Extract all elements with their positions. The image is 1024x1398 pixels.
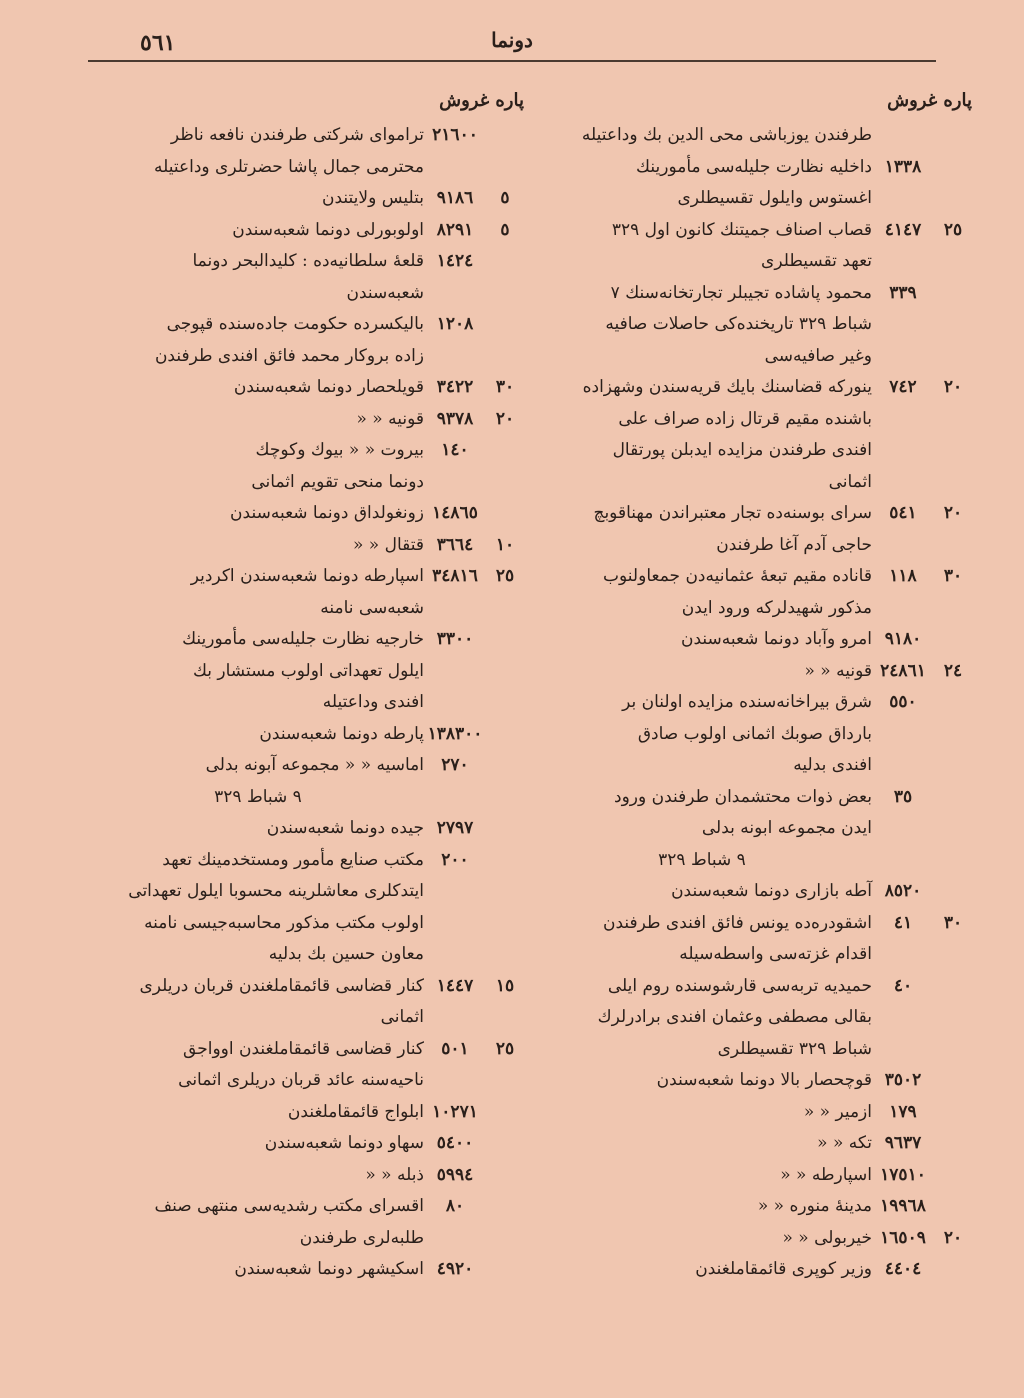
amount-kurus: ١٧٩	[889, 1101, 917, 1122]
ledger-entry	[532, 215, 972, 278]
amount-kurus: ١٣٣٨	[884, 156, 922, 177]
amount-kurus: ٣٥٠٢	[884, 1070, 922, 1090]
ledger-entry	[92, 561, 524, 624]
entry-description	[92, 215, 424, 247]
ledger-entry	[532, 876, 972, 908]
column-head: پاره غروش	[439, 90, 524, 111]
amount-para: ٢٠	[943, 1227, 963, 1248]
amount-para	[934, 152, 972, 215]
entry-line: شرق بيراخانه‌سنده مزايده اولنان بر	[622, 692, 872, 712]
entry-line: شعبه‌سندن	[346, 282, 424, 303]
entry-line: امرو وآباد دونما شعبه‌سندن	[680, 629, 872, 649]
entry-description	[92, 183, 424, 215]
amount-kurus: ٥٠١	[441, 1038, 469, 1059]
amount-kurus: ٩١٨٠	[884, 629, 922, 649]
entry-line: اقسراى مكتب رشديه‌سى منتهى صنف	[154, 1196, 424, 1216]
entry-line: ابلواج قائمقاملغندن	[287, 1101, 424, 1122]
amount-para: ٢٥	[943, 219, 963, 240]
entry-description	[92, 530, 424, 562]
entry-line: افندى وداعتيله	[322, 692, 424, 712]
amount-para: ٥	[500, 219, 510, 240]
amount-kurus: ٣٣٩	[889, 282, 917, 303]
amount-para	[486, 1254, 524, 1286]
amount-kurus: ٤١٤٧	[884, 219, 922, 240]
entry-line: اشقودره‌ده يونس فائق افندى طرفندن	[602, 912, 872, 933]
entry-line: اولوبورلى دونما شعبه‌سندن	[232, 219, 424, 240]
entry-description	[532, 1191, 872, 1223]
left-column	[92, 88, 524, 1286]
entry-line: حاجى آدم آغا طرفندن	[716, 534, 872, 555]
entry-line: بعض ذوات محتشمدان طرفندن ورود	[614, 786, 872, 807]
entry-description	[92, 1034, 424, 1097]
amount-kurus: ٣٣٠٠	[436, 629, 474, 649]
amount-kurus: ٢٧٠	[441, 755, 469, 775]
entry-line: ينوركه قضاسنك بايك قريه‌سندن وشهزاده	[582, 377, 872, 397]
amount-para	[486, 750, 524, 782]
entry-line: اثمانى	[380, 1007, 424, 1027]
amount-para	[934, 1097, 972, 1129]
amount-kurus: ٨٥٢٠	[884, 881, 922, 901]
amount-para	[486, 845, 524, 971]
entry-description	[92, 845, 424, 971]
entry-description	[532, 782, 872, 845]
ledger-entry	[532, 1254, 972, 1286]
entry-description	[92, 309, 424, 372]
ledger-entry	[92, 309, 524, 372]
entry-line: اغستوس وايلول تقسيطلرى	[677, 188, 872, 208]
amount-kurus: ٢١٦٠٠	[432, 125, 478, 145]
amount-kurus: ١٣٨٣٠٠	[427, 723, 483, 744]
ledger-entry	[92, 719, 524, 751]
entry-line: اولوب مكتب مذكور محاسبه‌جيسى نامنه	[144, 912, 424, 933]
entry-line: معاون حسين بك بدليه	[268, 944, 424, 964]
entry-line: آطه بازارى دونما شعبه‌سندن	[671, 881, 872, 901]
entry-line: اثمانى	[828, 471, 872, 492]
entry-line: شعبه‌سى نامنه	[320, 597, 424, 618]
amount-kurus: ١٤٢٤	[436, 251, 474, 271]
entry-line: قويلحصار دونما شعبه‌سندن	[233, 377, 424, 397]
entry-line: خيربولى « «	[782, 1227, 872, 1248]
ledger-entry	[92, 498, 524, 530]
ledger-entry	[532, 845, 972, 877]
ledger-entry	[92, 1254, 524, 1286]
amount-para	[934, 624, 972, 656]
amount-para	[486, 1097, 524, 1129]
amount-kurus: ٨٢٩١	[436, 219, 474, 240]
amount-para	[934, 1128, 972, 1160]
entry-line: قلعهٔ سلطانيه‌ده : كليدالبحر دونما	[192, 251, 424, 271]
amount-kurus: ٣٥	[893, 786, 913, 807]
entry-line: دونما منحى تقويم اثمانى	[251, 471, 424, 492]
amount-para	[486, 435, 524, 498]
ledger-entry	[532, 561, 972, 624]
amount-para: ٢٠	[495, 408, 515, 429]
entry-line: بارداق صوبك اثمانى اولوب صادق	[637, 723, 872, 744]
amount-kurus: ٣٤٢٢	[436, 377, 474, 397]
entry-line: محترمى جمال پاشا حضرتلرى وداعتيله	[153, 156, 424, 177]
amount-para	[486, 624, 524, 719]
ledger-entry	[92, 372, 524, 404]
entry-line: قصاب اصناف جميتنك كانون اول ٣٢٩	[611, 219, 872, 240]
entry-description	[532, 152, 872, 215]
amount-kurus	[424, 782, 486, 814]
entry-line: ترامواى شركتى طرفندن نافعه ناظر	[170, 125, 424, 145]
amount-para	[486, 719, 524, 751]
ledger-entry	[92, 1034, 524, 1097]
entry-line: طرفندن يوزباشى محى الدين بك وداعتيله	[581, 125, 872, 145]
entry-line: كنار قضاسى قائمقاملغندن قربان دريلرى	[139, 975, 424, 996]
amount-kurus: ١١٨	[889, 566, 917, 586]
amount-para	[934, 1065, 972, 1097]
ledger-entry	[532, 656, 972, 688]
ledger-entry	[532, 120, 972, 152]
amount-kurus: ٧٤٢	[889, 377, 917, 397]
ledger-entry	[92, 120, 524, 183]
ledger-entry	[92, 750, 524, 782]
entry-description	[532, 1254, 872, 1286]
amount-kurus: ١٠٢٧١	[432, 1101, 478, 1122]
entry-line: جيده دونما شعبه‌سندن	[266, 818, 424, 838]
entry-description	[532, 656, 872, 688]
ledger-entry	[92, 215, 524, 247]
entry-description	[92, 246, 424, 309]
entry-line: مدينهٔ منوره « «	[757, 1196, 872, 1216]
amount-kurus: ٢٠٠	[441, 849, 469, 870]
amount-para	[934, 876, 972, 908]
entry-line: مكتب صنايع مأمور ومستخدمينك تعهد	[162, 849, 424, 870]
entry-description	[532, 1128, 872, 1160]
amount-kurus: ٨٠	[445, 1196, 465, 1216]
amount-kurus: ٥٩٩٤	[436, 1164, 474, 1185]
amount-para	[934, 687, 972, 782]
entry-line: وغير صافيه‌سى	[764, 345, 872, 366]
amount-para: ٣٠	[943, 912, 963, 933]
entry-line: كنار قضاسى قائمقاملغندن اوواجق	[183, 1038, 424, 1059]
amount-para	[486, 498, 524, 530]
ledger-entry	[532, 152, 972, 215]
amount-kurus	[872, 120, 934, 152]
entry-line: داخليه نظارت جليله‌سى مأمورينك	[636, 156, 872, 177]
page-number: ٥٦١	[140, 30, 176, 56]
amount-para: ١٠	[495, 534, 515, 555]
amount-kurus: ١٢٠٨	[436, 314, 474, 334]
amount-kurus: ١٤٤٧	[436, 975, 474, 996]
entry-description	[532, 624, 872, 656]
header-rule	[88, 60, 936, 62]
amount-kurus: ١٤٠	[441, 440, 469, 460]
left-entries	[92, 120, 524, 1286]
entry-line: قاناده مقيم تبعهٔ عثمانيه‌دن جمعاولنوب	[603, 566, 872, 586]
ledger-entry	[92, 435, 524, 498]
amount-para: ٢٥	[495, 566, 515, 586]
entry-description	[532, 1223, 872, 1255]
ledger-entry	[92, 782, 524, 814]
amount-kurus: ٤٠	[893, 975, 913, 996]
ledger-entry	[532, 372, 972, 498]
entry-line: باليكسرده حكومت جاده‌سنده قپوجى	[166, 314, 424, 334]
running-title: دونما	[491, 28, 533, 52]
entry-description	[92, 971, 424, 1034]
entry-line: اسپارطه « «	[780, 1164, 872, 1185]
entry-description	[532, 876, 872, 908]
ledger-entry	[92, 404, 524, 436]
amount-kurus: ١٩٩٦٨	[880, 1196, 926, 1216]
entry-line: بيروت « « بيوك وكوچك	[255, 440, 424, 460]
ledger-entry	[532, 1128, 972, 1160]
entry-line: زاده بروكار محمد فائق افندى طرفندن	[154, 345, 424, 366]
entry-description	[92, 719, 424, 751]
amount-kurus: ٥٥٠	[889, 692, 917, 712]
entry-line: پارطه دونما شعبه‌سندن	[259, 723, 424, 744]
amount-para	[934, 1191, 972, 1223]
amount-kurus: ٤٤٠٤	[884, 1259, 922, 1279]
amount-kurus: ٤٩٢٠	[436, 1259, 474, 1279]
ledger-entry	[532, 278, 972, 373]
entry-description	[92, 372, 424, 404]
entry-description	[532, 908, 872, 971]
entry-description	[532, 215, 872, 278]
entry-description	[92, 1128, 424, 1160]
amount-para	[486, 1191, 524, 1254]
entry-description	[92, 1191, 424, 1254]
ledger-entry	[92, 1160, 524, 1192]
entry-line: تكه « «	[817, 1133, 872, 1153]
entry-line: خارجيه نظارت جليله‌سى مأمورينك	[182, 629, 424, 649]
amount-kurus: ٩٦٣٧	[884, 1133, 922, 1153]
amount-kurus: ٤١	[893, 912, 913, 933]
entry-line: ٩ شباط ٣٢٩	[658, 849, 746, 870]
ledger-entry	[532, 1065, 972, 1097]
amount-kurus: ٢٤٨٦١	[880, 660, 926, 681]
ledger-entry	[532, 1191, 972, 1223]
entry-description	[92, 435, 424, 498]
entry-description	[92, 782, 424, 814]
amount-kurus: ٩١٨٦	[436, 188, 474, 208]
entry-description	[532, 561, 872, 624]
amount-para	[934, 120, 972, 152]
ledger-entry	[532, 782, 972, 845]
entry-description	[532, 1097, 872, 1129]
amount-para	[934, 278, 972, 373]
entry-line: بقالى مصطفى وعثمان افندى برادرلرك	[597, 1007, 872, 1027]
page-header	[80, 28, 944, 62]
entry-description	[92, 813, 424, 845]
column-head: پاره غروش	[887, 90, 972, 111]
entry-description	[532, 1160, 872, 1192]
entry-line: باشنده مقيم قرتال زاده صراف على	[618, 408, 872, 429]
right-entries	[532, 120, 972, 1286]
amount-para	[934, 782, 972, 845]
ledger-entry	[92, 183, 524, 215]
amount-kurus: ٣٦٦٤	[436, 534, 474, 555]
entry-description	[532, 971, 872, 1066]
entry-description	[532, 278, 872, 373]
entry-description	[92, 120, 424, 183]
entry-line: افندى بدليه	[793, 755, 872, 775]
amount-para: ٥	[500, 188, 510, 208]
entry-description	[532, 1065, 872, 1097]
amount-para: ٢٠	[943, 503, 963, 523]
entry-line: بتليس ولايتندن	[322, 188, 424, 208]
entry-description	[532, 845, 872, 877]
amount-para	[934, 1254, 972, 1286]
entry-line: تعهد تقسيطلرى	[761, 251, 872, 271]
entry-line: سهاو دونما شعبه‌سندن	[264, 1133, 424, 1153]
ledger-entry	[92, 530, 524, 562]
entry-line: طلبه‌لرى طرفندن	[299, 1227, 424, 1248]
entry-description	[92, 1160, 424, 1192]
ledger-entry	[92, 1191, 524, 1254]
amount-kurus: ٩٣٧٨	[436, 408, 474, 429]
ledger-entry	[532, 908, 972, 971]
entry-line: شباط ٣٢٩ تقسيطلرى	[717, 1038, 872, 1059]
amount-kurus: ١٦٥٠٩	[880, 1227, 926, 1248]
entry-line: ازمير « «	[803, 1101, 872, 1122]
right-column	[532, 88, 972, 1286]
ledger-entry	[532, 687, 972, 782]
entry-line: ٩ شباط ٣٢٩	[214, 786, 302, 807]
ledger-entry	[532, 1223, 972, 1255]
ledger-entry	[532, 624, 972, 656]
entry-description	[532, 687, 872, 782]
amount-kurus: ٢٧٩٧	[436, 818, 474, 838]
amount-kurus: ٥٤٠٠	[436, 1133, 474, 1153]
amount-para: ٢٤	[943, 660, 963, 681]
ledger-entry	[92, 1097, 524, 1129]
amount-para	[486, 309, 524, 372]
entry-description	[92, 750, 424, 782]
amount-kurus: ١٧٥١٠	[880, 1164, 926, 1185]
entry-line: قونيه « «	[356, 408, 424, 429]
entry-description	[92, 404, 424, 436]
amount-para	[486, 782, 524, 814]
entry-line: اقدام غزته‌سى واسطه‌سيله	[679, 944, 872, 964]
amount-para	[934, 971, 972, 1066]
entry-description	[532, 498, 872, 561]
amount-para	[486, 813, 524, 845]
ledger-entry	[532, 1097, 972, 1129]
amount-kurus: ٣٤٨١٦	[432, 566, 478, 586]
ledger-entry	[92, 813, 524, 845]
amount-para: ١٥	[495, 975, 515, 996]
ledger-entry	[532, 971, 972, 1066]
entry-line: افندى طرفندن مزايده ايدبلن پورتقال	[612, 440, 872, 460]
amount-para: ٢٥	[495, 1038, 515, 1059]
entry-description	[532, 120, 872, 152]
entry-line: حميديه تربه‌سى قارشوسنده روم ايلى	[607, 975, 872, 996]
ledger-entry	[92, 1128, 524, 1160]
entry-line: ذبله « «	[365, 1164, 424, 1185]
amount-para	[486, 1128, 524, 1160]
entry-line: اسپارطه دونما شعبه‌سندن اكردير	[190, 566, 424, 586]
entry-description	[532, 372, 872, 498]
amount-para: ٣٠	[943, 566, 963, 586]
entry-line: سراى بوسنه‌ده تجار معتبراندن مهناقوبچ	[593, 503, 872, 523]
entry-line: محمود پاشاده تجيبلر تجارتخانه‌سنك ٧	[610, 282, 872, 303]
entry-line: ايتدكلرى معاشلرينه محسوبا ايلول تعهداتى	[128, 881, 424, 901]
entry-line: قتقال « «	[353, 534, 424, 555]
entry-description	[92, 624, 424, 719]
amount-para	[934, 845, 972, 877]
ledger-entry	[92, 845, 524, 971]
entry-description	[92, 498, 424, 530]
entry-line: قونيه « «	[804, 660, 872, 681]
amount-para	[934, 1160, 972, 1192]
ledger-entry	[92, 624, 524, 719]
entry-line: ايلول تعهداتى اولوب مستشار بك	[192, 660, 424, 681]
amount-para: ٢٠	[943, 377, 963, 397]
entry-description	[92, 1254, 424, 1286]
entry-description	[92, 561, 424, 624]
entry-line: مذكور شهيدلركه ورود ايدن	[681, 597, 872, 618]
ledger-entry	[92, 246, 524, 309]
entry-line: شباط ٣٢٩ تاريخنده‌كى حاصلات صافيه	[605, 314, 872, 334]
ledger-entry	[532, 1160, 972, 1192]
amount-para	[486, 120, 524, 183]
entry-line: ناحيه‌سنه عائد قربان دريلرى اثمانى	[178, 1070, 424, 1090]
amount-para	[486, 246, 524, 309]
ledger-entry	[92, 971, 524, 1034]
entry-line: اسكيشهر دونما شعبه‌سندن	[234, 1259, 424, 1279]
amount-kurus	[872, 845, 934, 877]
amount-kurus: ٥٤١	[889, 503, 917, 523]
entry-line: وزير كوپرى قائمقاملغندن	[695, 1259, 872, 1279]
entry-line: قوچحصار بالا دونما شعبه‌سندن	[656, 1070, 872, 1090]
amount-para	[486, 1160, 524, 1192]
entry-line: زونغولداق دونما شعبه‌سندن	[230, 503, 424, 523]
amount-para: ٣٠	[495, 377, 515, 397]
entry-description	[92, 1097, 424, 1129]
entry-line: ايدن مجموعه ابونه بدلى	[701, 818, 872, 838]
entry-line: اماسيه « « مجموعه آبونه بدلى	[205, 755, 424, 775]
amount-kurus: ١٤٨٦٥	[432, 503, 478, 523]
ledger-entry	[532, 498, 972, 561]
